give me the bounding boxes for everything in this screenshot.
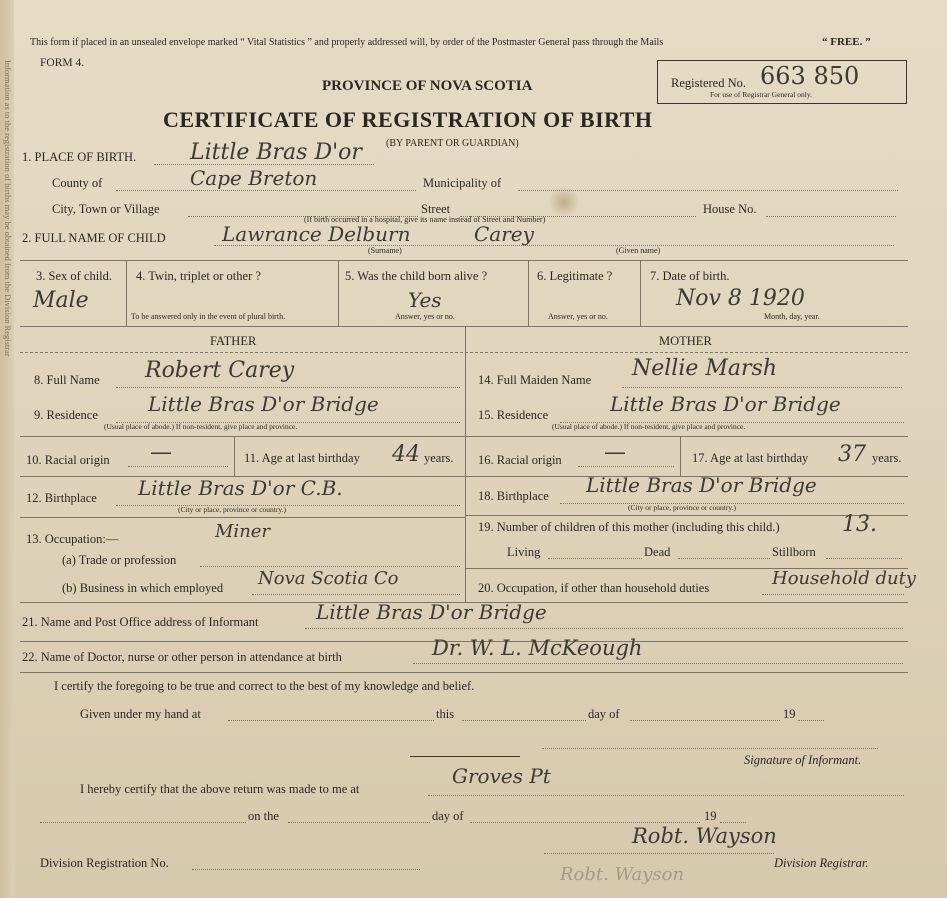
municipality-label: Municipality of — [423, 176, 502, 190]
informant-value: Little Bras D'or Bridge — [316, 600, 547, 624]
father-trade-value: Miner — [215, 521, 271, 542]
given-name-note: (Given name) — [616, 246, 661, 255]
dob-label: 7. Date of birth. — [650, 269, 730, 283]
alive-note: Answer, yes or no. — [395, 312, 455, 321]
father-birthplace-value: Little Bras D'or C.B. — [138, 476, 343, 500]
mother-occupation-value: Household duty — [772, 568, 916, 589]
given-under-label: Given under my hand at — [80, 707, 201, 721]
hospital-note: (If birth occurred in a hospital, give its name instead of Street and Number) — [304, 215, 546, 224]
mother-birthplace-label: 18. Birthplace — [478, 489, 549, 503]
registered-number: 663 850 — [760, 62, 860, 90]
year-19-label: 19 — [783, 707, 796, 721]
mail-notice: This form if placed in an unsealed envelope marked “ Vital Statistics ” and properly addressed will, by order of the Postmaster General pass through the Mails — [30, 37, 664, 48]
mother-residence-value: Little Bras D'or Bridge — [610, 392, 841, 416]
informant-label: 21. Name and Post Office address of Informant — [22, 615, 259, 629]
mother-racial-value: — — [604, 440, 626, 465]
year-19-label-2: 19 — [704, 809, 717, 823]
margin-text: Information as to the registration of births may be obtained from the Division Registrar — [3, 60, 13, 357]
legitimate-label: 6. Legitimate ? — [537, 269, 613, 283]
doctor-value: Dr. W. L. McKeough — [432, 636, 643, 660]
living-label: Living — [507, 545, 541, 559]
street-label: Street — [421, 202, 451, 216]
mother-birthplace-note: (City or place, province or country.) — [628, 503, 737, 512]
father-heading: FATHER — [210, 334, 257, 348]
registrar-signature: Robt. Wayson — [632, 824, 777, 848]
mother-years: years. — [872, 451, 902, 465]
mother-residence-note: (Usual place of abode.) If non-resident, give place and province. — [552, 422, 746, 431]
mother-name-label: 14. Full Maiden Name — [478, 373, 592, 387]
place-made-value: Groves Pt — [452, 764, 551, 788]
sex-value: Male — [33, 288, 89, 313]
province: PROVINCE OF NOVA SCOTIA — [322, 78, 533, 94]
day-of-label-2: day of — [432, 809, 464, 823]
twin-label: 4. Twin, triplet or other ? — [136, 269, 261, 283]
house-no-label: House No. — [703, 202, 757, 216]
by-parent: (BY PARENT OR GUARDIAN) — [386, 138, 519, 149]
father-name-value: Robert Carey — [145, 358, 295, 383]
division-registrar-label: Division Registrar. — [774, 856, 869, 870]
child-given-name: Lawrance Delburn — [222, 222, 411, 246]
doctor-label: 22. Name of Doctor, nurse or other person in attendance at birth — [22, 650, 342, 664]
registrar-use-note: For use of Registrar General only. — [710, 90, 812, 99]
father-birthplace-note: (City or place, province or country.) — [178, 505, 287, 514]
legitimate-note: Answer, yes or no. — [548, 312, 608, 321]
father-racial-value: — — [150, 440, 172, 465]
form-number: FORM 4. — [40, 57, 85, 69]
trade-label: (a) Trade or profession — [62, 553, 177, 567]
mother-heading: MOTHER — [659, 334, 712, 348]
business-label: (b) Business in which employed — [62, 581, 224, 595]
father-racial-label: 10. Racial origin — [26, 453, 110, 467]
division-no-label: Division Registration No. — [40, 856, 169, 870]
county-label: County of — [52, 176, 103, 190]
dob-note: Month, day, year. — [764, 312, 820, 321]
mother-name-value: Nellie Marsh — [632, 356, 778, 381]
full-name-label: 2. FULL NAME OF CHILD — [22, 231, 166, 245]
mother-birthplace-value: Little Bras D'or Bridge — [586, 473, 817, 497]
certify-statement: I certify the foregoing to be true and correct to the best of my knowledge and belief. — [54, 679, 475, 693]
free-notice: “ FREE. ” — [822, 36, 871, 48]
county-value: Cape Breton — [190, 166, 318, 190]
dob-value: Nov 8 1920 — [676, 286, 805, 311]
father-birthplace-label: 12. Birthplace — [26, 491, 97, 505]
father-age-label: 11. Age at last birthday — [244, 451, 360, 465]
mother-racial-label: 16. Racial origin — [478, 453, 562, 467]
alive-value: Yes — [408, 288, 442, 312]
this-label: this — [436, 707, 455, 721]
place-of-birth-label: 1. PLACE OF BIRTH. — [22, 150, 137, 164]
registered-label: Registered No. — [671, 76, 746, 90]
on-the-label: on the — [248, 809, 279, 823]
surname-note: (Surname) — [368, 246, 402, 255]
dead-label: Dead — [644, 545, 671, 559]
stillborn-label: Stillborn — [772, 545, 816, 559]
alive-label: 5. Was the child born alive ? — [345, 269, 488, 283]
father-age-value: 44 — [392, 442, 420, 467]
mother-residence-label: 15. Residence — [478, 408, 549, 422]
father-residence-value: Little Bras D'or Bridge — [148, 392, 379, 416]
registrar-stamp: Robt. Wayson — [560, 864, 685, 885]
father-business-value: Nova Scotia Co — [258, 568, 399, 589]
sex-label: 3. Sex of child. — [36, 269, 113, 283]
day-of-label: day of — [588, 707, 620, 721]
father-residence-note: (Usual place of abode.) If non-resident, give place and province. — [104, 422, 298, 431]
father-years: years. — [424, 451, 454, 465]
place-of-birth-value: Little Bras D'or — [190, 140, 362, 165]
signature-informant-label: Signature of Informant. — [744, 753, 862, 767]
children-value: 13. — [842, 512, 877, 537]
mother-occupation-label: 20. Occupation, if other than household duties — [478, 581, 710, 595]
city-label: City, Town or Village — [52, 202, 160, 216]
page-title: CERTIFICATE OF REGISTRATION OF BIRTH — [163, 107, 653, 132]
mother-age-value: 37 — [838, 442, 866, 467]
father-name-label: 8. Full Name — [34, 373, 100, 387]
children-label: 19. Number of children of this mother (including this child.) — [478, 520, 780, 534]
occupation-label: 13. Occupation:— — [26, 532, 119, 546]
child-surname: Carey — [474, 222, 534, 246]
mother-age-label: 17. Age at last birthday — [692, 451, 809, 465]
twin-note: To be answered only in the event of plural birth. — [131, 312, 286, 321]
father-residence-label: 9. Residence — [34, 408, 98, 422]
hereby-certify-label: I hereby certify that the above return was made to me at — [80, 782, 360, 796]
